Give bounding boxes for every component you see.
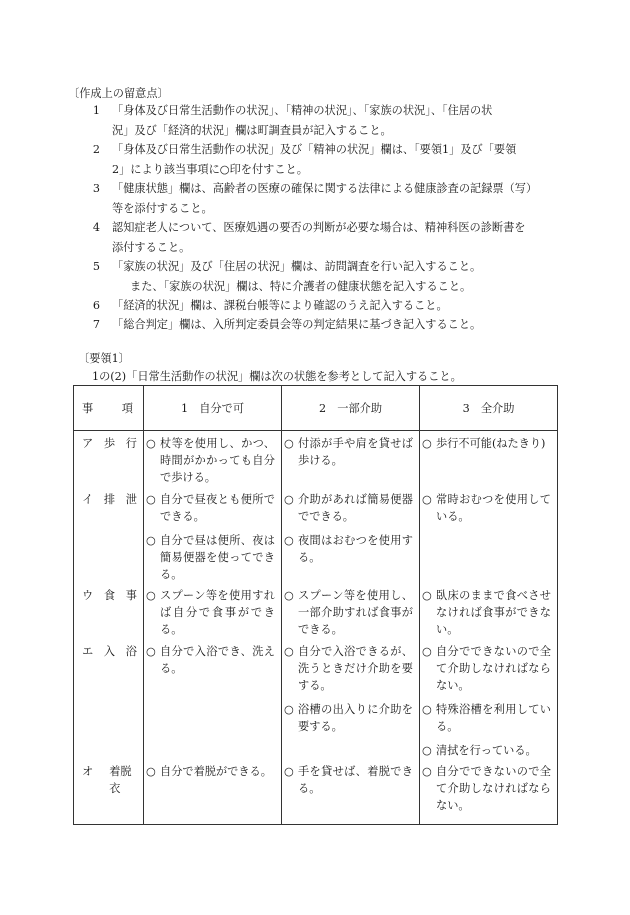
header-partial-assist: 2 一部介助 [282,386,420,431]
cell-text: 自分でできないので全て介助しなければならない。 [436,764,551,812]
note-line: 況」及び「経済的状況」欄は町調査員が記入すること。 [112,123,392,137]
cell-text: 自分で入浴でき、洗える。 [160,644,275,675]
cell-text: 臥床のままで食べさせなければ食事ができない。 [436,588,551,636]
circle-mark: ○ [422,764,432,778]
notes-heading: 〔作成上の留意点〕 [68,87,169,100]
circle-mark: ○ [146,492,156,506]
cell-full [420,759,558,825]
row-label-char: 食 [103,588,116,602]
cell-self [144,583,282,639]
cell-partial [282,639,420,759]
row-kana: ア [82,437,94,450]
note-1 [68,101,558,140]
note-number: 3 [92,182,100,195]
row-kana: ウ [82,588,94,602]
cell-partial [282,431,420,487]
circle-mark: ○ [146,644,156,658]
cell-self [144,431,282,487]
circle-mark: ○ [284,644,294,658]
circle-mark: ○ [422,644,432,658]
cell-full [420,583,558,639]
cell-text: スプーン等を使用し、一部介助すれば食事ができる。 [298,588,413,636]
note-line: 「身体及び日常生活動作の状況」、「精神の状況」、「家族の状況」、「住居の状 [112,104,493,117]
header-item-char: 事 [82,402,94,415]
circle-mark: ○ [422,588,432,602]
row-label-char: 歩 [103,437,116,450]
circle-mark: ○ [146,588,156,602]
circle-mark: ○ [422,743,432,757]
row-label [74,583,144,639]
guideline-title: 〔要領1〕 [78,352,130,365]
cell-text: 常時おむつを使用している。 [436,492,551,523]
cell-self [144,759,282,825]
cell-self [144,487,282,583]
note-6 [68,296,558,316]
circle-mark: ○ [284,492,294,506]
cell-full [420,487,558,583]
cell-partial [282,759,420,825]
cell-full [420,431,558,487]
row-label-char: 泄 [125,492,137,506]
note-line: 「家族の状況」及び「住居の状況」欄は、訪問調査を行い記入すること。 [112,260,482,273]
row-label [74,431,144,487]
note-7 [68,315,558,335]
row-kana: エ [82,644,94,658]
cell-partial [282,583,420,639]
row-label-char: 浴 [125,644,137,658]
table-row [74,583,558,639]
cell-text: 自分で入浴できるが、洗うときだけ介助を要する。 [298,644,413,692]
header-full-assist: 3 全介助 [420,386,558,431]
circle-mark: ○ [284,533,294,547]
circle-mark: ○ [284,588,294,602]
table-header-row [74,386,558,431]
cell-text: 介助があれば簡易便器でできる。 [298,492,413,523]
row-label-char: 排 [103,492,116,506]
row-label [74,487,144,583]
guideline-intro: 1の(2)「日常生活動作の状況」欄は次の状態を参考として記入すること。 [92,370,462,383]
note-number: 2 [92,143,100,156]
note-5 [68,257,558,296]
note-number: 7 [92,318,100,331]
cell-text: 特殊浴槽を利用している。 [436,702,551,733]
circle-mark: ○ [284,437,294,450]
row-kana: オ [82,764,94,778]
table-row [74,759,558,825]
table-row [74,431,558,487]
cell-text: 手を貸せば、着脱できる。 [298,764,413,795]
note-4 [68,218,558,257]
table-row [74,487,558,583]
row-label-char: 入 [103,644,116,658]
note-number: 5 [92,260,100,273]
circle-mark: ○ [146,533,156,547]
note-3 [68,179,558,218]
header-item [74,386,144,431]
cell-text: 杖等を使用し、かつ、時間がかかっても自分で歩ける。 [160,437,275,484]
circle-mark: ○ [146,764,156,778]
note-number: 1 [92,104,100,117]
circle-mark: ○ [284,764,294,778]
note-line: 添付すること。 [112,240,191,254]
cell-text: スプーン等を使用すれば自分で食事ができる。 [160,588,275,636]
cell-text: 自分で昼夜とも便所でできる。 [160,492,275,523]
note-number: 4 [92,221,100,234]
cell-text: 付添が手や肩を貸せば歩ける。 [298,437,413,467]
note-line: 等を添付すること。 [112,201,213,215]
note-line: 2」により該当事項に○印を付すこと。 [112,162,308,176]
header-self: 1 自分で可 [144,386,282,431]
cell-text: 夜間はおむつを使用する。 [298,533,413,564]
row-label [74,759,144,825]
note-2 [68,140,558,179]
row-label-text: 着脱衣 [109,764,132,795]
adl-table [73,385,558,825]
note-line: 「経済的状況」欄は、課税台帳等により確認のうえ記入すること。 [112,299,448,312]
circle-mark: ○ [146,437,156,450]
cell-text: 浴槽の出入りに介助を要する。 [298,702,413,733]
cell-text: 自分で昼は便所、夜は簡易便器を使ってできる。 [160,533,275,581]
note-number: 6 [92,299,100,312]
note-line: 「健康状態」欄は、高齢者の医療の確保に関する法律による健康診査の記録票（写） [112,182,538,195]
cell-text: 清拭を行っている。 [436,743,537,757]
cell-text: 歩行不可能(ねたきり) [436,437,546,450]
row-kana: イ [82,492,94,506]
circle-mark: ○ [422,492,432,506]
row-label [74,639,144,759]
note-line: 認知症老人について、医療処遇の要否の判断が必要な場合は、精神科医の診断書を [112,221,526,234]
note-line: 「身体及び日常生活動作の状況」及び「精神の状況」欄は、「要領1」及び「要領 [112,143,517,156]
circle-mark: ○ [422,702,432,716]
cell-full [420,639,558,759]
cell-self [144,639,282,759]
table-row [74,639,558,759]
row-label-char: 事 [125,588,137,602]
cell-partial [282,487,420,583]
cell-text: 自分でできないので全て介助しなければならない。 [436,644,551,692]
note-line: 「総合判定」欄は、入所判定委員会等の判定結果に基づき記入すること。 [112,318,482,331]
circle-mark: ○ [284,702,294,716]
note-line: また、「家族の状況」欄は、特に介護者の健康状態を記入すること。 [130,279,472,293]
header-item-char: 項 [121,402,133,415]
circle-mark: ○ [422,437,432,450]
row-label-char: 行 [125,437,137,450]
cell-text: 自分で着脱ができる。 [160,764,272,778]
